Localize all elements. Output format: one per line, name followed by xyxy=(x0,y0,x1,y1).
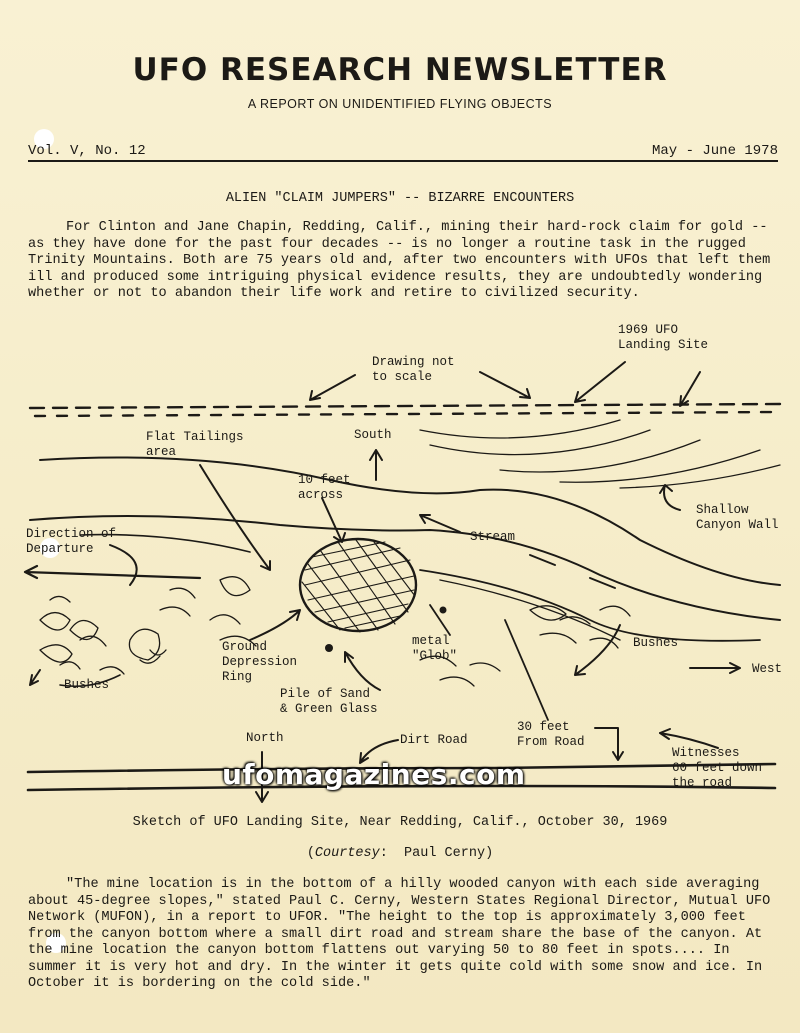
article-paragraph-2: "The mine location is in the bottom of a hilly wooded canyon with each side averaging about 45-degree slopes," stated Paul C. Cerny, Western States Regional Director, Mutual UFO Network (MUFON), in a report to UFOR. "The height to the top is approximately 3,000 feet from the canyon bottom where a small dirt road and stream share the base of the canyon. At the mine location the canyon bottom flattens out varying 50 to 80 feet in spots.... In summer it is very hot and dry. In the winter it gets quite cold with some snow and ice. In October it is bordering on the cold side." xyxy=(28,877,771,991)
label-pile-sand: Pile of Sand & Green Glass xyxy=(280,687,378,716)
label-flat-tailings: Flat Tailings area xyxy=(146,430,244,459)
label-thirty-feet: 30 feet From Road xyxy=(517,720,585,749)
label-landing-site: 1969 UFO Landing Site xyxy=(618,323,709,352)
label-ground-ring: Ground Depression Ring xyxy=(222,640,298,684)
label-shallow-wall: Shallow Canyon Wall xyxy=(696,503,779,532)
issue-volume: Vol. V, No. 12 xyxy=(28,143,146,159)
label-ten-feet: 10 feet across xyxy=(298,473,351,502)
label-direction: Direction of Departure xyxy=(26,527,117,556)
label-witnesses: Witnesses 60 feet down the road xyxy=(672,746,763,790)
label-dirt-road: Dirt Road xyxy=(400,733,468,747)
landing-site-sketch xyxy=(0,320,800,810)
header-rule xyxy=(28,160,778,162)
courtesy-name: Paul Cerny xyxy=(404,846,486,861)
label-bushes-right: Bushes xyxy=(633,636,679,650)
newsletter-subtitle: A REPORT ON UNIDENTIFIED FLYING OBJECTS xyxy=(247,97,553,111)
label-north: North xyxy=(246,731,284,745)
sketch-courtesy: (Courtesy: Paul Cerny) xyxy=(306,846,494,861)
label-west: West xyxy=(752,662,783,676)
courtesy-label: Courtesy xyxy=(314,846,380,861)
sketch-caption: Sketch of UFO Landing Site, Near Redding, Calif., October 30, 1969 xyxy=(132,815,668,830)
newsletter-title: UFO RESEARCH NEWSLETTER xyxy=(132,52,668,88)
issue-date: May - June 1978 xyxy=(651,143,778,159)
label-drawing-note: Drawing not to scale xyxy=(372,355,455,384)
label-south: South xyxy=(354,428,392,442)
watermark: ufomagazines.com xyxy=(222,758,526,791)
label-stream: Stream xyxy=(470,530,516,544)
article-headline: ALIEN "CLAIM JUMPERS" -- BIZARRE ENCOUNTERS xyxy=(225,191,575,206)
label-bushes-left: Bushes xyxy=(64,678,110,692)
label-metal-glob: metal "Glob" xyxy=(412,634,458,663)
article-paragraph-1: For Clinton and Jane Chapin, Redding, Calif., mining their hard-rock claim for gold -- as they have done for the past four decades -- is no longer a routine task in the rugged Trinity Mountains. Both are 75 years old and, after two encounters with UFOs that left them ill and produced some intriguing physical evidence results, they are undoubtedly wondering whether or not to abandon their life work and retire to civilized security. xyxy=(28,220,771,301)
